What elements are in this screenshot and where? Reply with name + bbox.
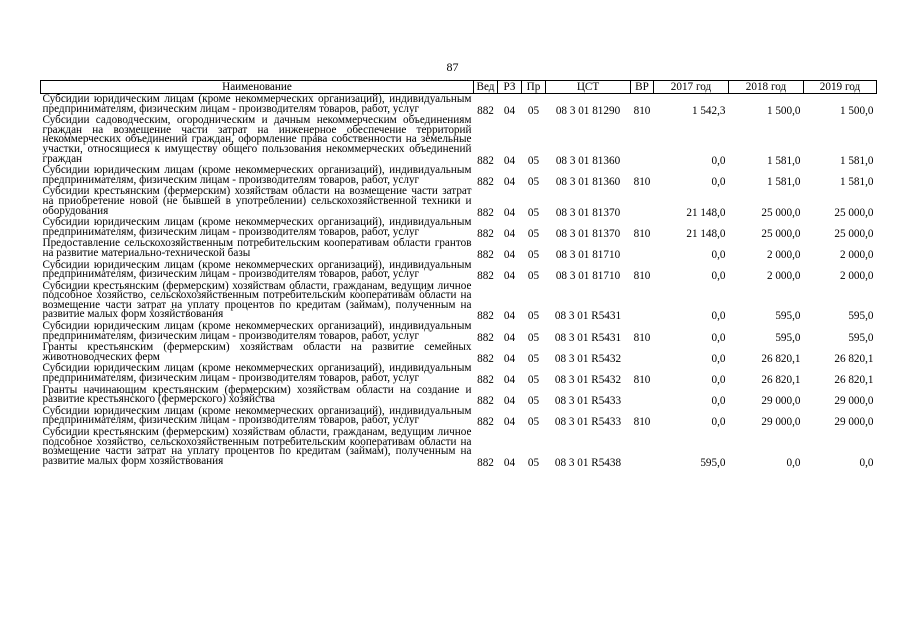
row-ved: 882 xyxy=(477,154,494,167)
row-value-2018: 25 000,0 xyxy=(761,227,801,240)
row-pr: 05 xyxy=(527,154,540,167)
row-value-2018: 2 000,0 xyxy=(766,270,801,283)
row-vr: 810 xyxy=(633,374,651,387)
table-row xyxy=(41,364,877,385)
row-pr: 05 xyxy=(527,248,540,261)
row-cst: 08 3 01 81370 xyxy=(555,206,621,219)
row-cst: 08 3 01 81710 xyxy=(555,270,621,283)
row-rz: 04 xyxy=(503,154,516,167)
row-value-2017: 21 148,0 xyxy=(686,227,726,240)
row-ved: 882 xyxy=(477,206,494,219)
row-cst: 08 3 01 81360 xyxy=(555,175,621,188)
row-value-2018: 2 000,0 xyxy=(766,248,801,261)
table-row xyxy=(41,407,877,428)
row-rz: 04 xyxy=(503,331,516,344)
row-value-2019: 29 000,0 xyxy=(834,416,874,429)
row-ved: 882 xyxy=(477,310,494,323)
row-name: Субсидии крестьянским (фермерским) хозяйствам области, гражданам, ведущим личное подсобное хозяйство, сельскохозяйственным потребительским кооперативам области на возмещение части затрат на уплату процентов по кредитам (займам), полученным на развитие малых форм хозяйствования xyxy=(42,426,472,467)
row-cst: 08 3 01 81290 xyxy=(555,104,621,117)
row-value-2019: 29 000,0 xyxy=(834,395,874,408)
row-vr xyxy=(631,116,654,166)
row-value-2018: 29 000,0 xyxy=(761,395,801,408)
table-row xyxy=(41,261,877,282)
row-value-2017: 0,0 xyxy=(711,331,726,344)
row-name: Субсидии крестьянским (фермерским) хозяйствам области, гражданам, ведущим личное подсобное хозяйство, сельскохозяйственным потребительским кооперативам области на возмещение части затрат на уплату процентов по кредитам (займам), полученным на развитие малых форм хозяйствования xyxy=(42,279,472,321)
row-value-2017: 595,0 xyxy=(700,456,726,469)
row-rz: 04 xyxy=(503,352,516,365)
table-row xyxy=(41,116,877,166)
table-row xyxy=(41,94,877,117)
row-value-2017: 0,0 xyxy=(711,395,726,408)
row-pr: 05 xyxy=(527,175,540,188)
row-pr: 05 xyxy=(527,227,540,240)
row-ved: 882 xyxy=(477,227,494,240)
column-header-cst: ЦСТ xyxy=(546,81,631,94)
column-header-pr: Пр xyxy=(522,81,546,94)
row-value-2018: 26 820,1 xyxy=(761,374,801,387)
row-value-2019: 2 000,0 xyxy=(839,270,874,283)
row-pr: 05 xyxy=(527,395,540,408)
column-header-2018: 2018 год xyxy=(729,81,804,94)
row-value-2017: 0,0 xyxy=(711,248,726,261)
row-value-2017: 0,0 xyxy=(711,416,726,429)
column-header-2017: 2017 год xyxy=(654,81,729,94)
row-name: Гранты начинающим крестьянским (фермерским) хозяйствам области на создание и развитие крестьянского (фермерского) хозяйства xyxy=(42,383,472,406)
row-rz: 04 xyxy=(503,395,516,408)
row-value-2019: 25 000,0 xyxy=(834,227,874,240)
row-rz: 04 xyxy=(503,175,516,188)
table-row xyxy=(41,166,877,187)
row-vr xyxy=(631,343,654,364)
row-value-2018: 595,0 xyxy=(775,310,801,323)
table-body xyxy=(41,94,877,469)
row-name: Субсидии садоводческим, огородническим и дачным некоммерческим объединениям граждан на возмещение части затрат на инженерное обеспечение территорий некоммерческих объединений граждан, оформление права собственности на земельные участки, относящиеся к имуществу общего пользования некоммерческих объединений граждан xyxy=(42,114,472,165)
row-vr xyxy=(631,428,654,468)
row-pr: 05 xyxy=(527,416,540,429)
row-rz: 04 xyxy=(503,206,516,219)
column-header-name: Наименование xyxy=(41,81,474,94)
table-row xyxy=(41,218,877,239)
row-vr xyxy=(631,187,654,218)
row-name: Субсидии юридическим лицам (кроме некоммерческих организаций), индивидуальным предпринимателям, физическим лицам - производителям товаров, работ, услуг xyxy=(42,258,472,281)
row-name: Субсидии юридическим лицам (кроме некоммерческих организаций), индивидуальным предпринимателям, физическим лицам - производителям товаров, работ, услуг xyxy=(42,216,472,238)
row-rz: 04 xyxy=(503,104,516,117)
row-ved: 882 xyxy=(477,331,494,344)
table-header xyxy=(41,81,877,94)
row-cst: 08 3 01 81370 xyxy=(555,227,621,240)
row-pr: 05 xyxy=(527,352,540,365)
row-pr: 05 xyxy=(527,270,540,283)
row-cst: 08 3 01 R5433 xyxy=(554,395,622,408)
row-pr: 05 xyxy=(527,104,540,117)
table-row xyxy=(41,239,877,260)
row-name: Субсидии юридическим лицам (кроме некоммерческих организаций), индивидуальным предпринимателям, физическим лицам - производителям товаров, работ, услуг xyxy=(42,320,472,342)
row-rz: 04 xyxy=(503,310,516,323)
row-value-2018: 25 000,0 xyxy=(761,206,801,219)
row-cst: 08 3 01 R5438 xyxy=(554,456,622,469)
row-cst: 08 3 01 R5432 xyxy=(554,374,622,387)
row-vr: 810 xyxy=(633,175,651,188)
row-value-2017: 1 542,3 xyxy=(691,104,726,117)
row-cst: 08 3 01 81360 xyxy=(555,154,621,167)
row-value-2019: 1 581,0 xyxy=(839,154,874,167)
row-value-2018: 595,0 xyxy=(775,331,801,344)
row-pr: 05 xyxy=(527,310,540,323)
row-value-2018: 1 581,0 xyxy=(766,175,801,188)
row-cst: 08 3 01 R5431 xyxy=(554,310,622,323)
row-value-2019: 26 820,1 xyxy=(834,374,874,387)
table-row xyxy=(41,187,877,218)
row-value-2018: 0,0 xyxy=(786,456,801,469)
page-number: 87 xyxy=(446,60,459,74)
table-row xyxy=(41,282,877,322)
row-value-2017: 0,0 xyxy=(711,352,726,365)
row-cst: 08 3 01 R5433 xyxy=(554,416,622,429)
row-value-2017: 0,0 xyxy=(711,175,726,188)
row-rz: 04 xyxy=(503,456,516,469)
row-rz: 04 xyxy=(503,374,516,387)
row-vr xyxy=(631,239,654,260)
column-header-ved: Вед xyxy=(474,81,498,94)
row-value-2017: 21 148,0 xyxy=(686,206,726,219)
row-value-2019: 595,0 xyxy=(848,331,874,344)
row-vr: 810 xyxy=(633,227,651,240)
row-value-2019: 0,0 xyxy=(859,456,874,469)
row-vr: 810 xyxy=(633,104,651,117)
row-pr: 05 xyxy=(527,206,540,219)
row-value-2019: 25 000,0 xyxy=(834,206,874,219)
row-value-2018: 1 581,0 xyxy=(766,154,801,167)
column-header-2019: 2019 год xyxy=(804,81,877,94)
row-ved: 882 xyxy=(477,352,494,365)
row-vr: 810 xyxy=(633,270,651,283)
column-header-rz: РЗ xyxy=(498,81,522,94)
row-value-2017: 0,0 xyxy=(711,154,726,167)
row-cst: 08 3 01 R5432 xyxy=(554,352,622,365)
row-ved: 882 xyxy=(477,395,494,408)
row-rz: 04 xyxy=(503,227,516,240)
table-row xyxy=(41,343,877,364)
row-value-2018: 1 500,0 xyxy=(766,104,801,117)
row-name: Субсидии крестьянским (фермерским) хозяйствам области на возмещение части затрат на приобретение новой (не бывшей в употреблении) сельскохозяйственной техники и оборудования xyxy=(42,185,472,217)
row-ved: 882 xyxy=(477,374,494,387)
row-pr: 05 xyxy=(527,374,540,387)
row-value-2017: 0,0 xyxy=(711,270,726,283)
row-name: Гранты крестьянским (фермерским) хозяйствам области на развитие семейных животноводческих ферм xyxy=(42,341,472,363)
row-ved: 882 xyxy=(477,270,494,283)
row-cst: 08 3 01 R5431 xyxy=(554,331,622,344)
table-row xyxy=(41,428,877,468)
row-pr: 05 xyxy=(527,331,540,344)
row-name: Предоставление сельскохозяйственным потребительским кооперативам области грантов на развитие материально-технической базы xyxy=(42,237,472,259)
row-value-2017: 0,0 xyxy=(711,310,726,323)
row-value-2019: 2 000,0 xyxy=(839,248,874,261)
row-vr xyxy=(631,282,654,322)
row-name: Субсидии юридическим лицам (кроме некоммерческих организаций), индивидуальным предпринимателям, физическим лицам - производителям товаров, работ, услуг xyxy=(42,164,472,186)
row-value-2019: 1 500,0 xyxy=(839,104,874,117)
budget-table xyxy=(40,80,877,468)
row-name: Субсидии юридическим лицам (кроме некоммерческих организаций), индивидуальным предпринимателям, физическим лицам - производителям товаров, работ, услуг xyxy=(42,93,472,115)
row-vr: 810 xyxy=(633,416,651,429)
row-cst: 08 3 01 81710 xyxy=(555,248,621,261)
row-value-2018: 29 000,0 xyxy=(761,416,801,429)
row-pr: 05 xyxy=(527,456,540,469)
table-row xyxy=(41,386,877,407)
row-value-2019: 1 581,0 xyxy=(839,175,874,188)
table-row xyxy=(41,322,877,343)
row-ved: 882 xyxy=(477,248,494,261)
row-ved: 882 xyxy=(477,104,494,117)
row-name: Субсидии юридическим лицам (кроме некоммерческих организаций), индивидуальным предпринимателям, физическим лицам - производителям товаров, работ, услуг xyxy=(42,362,472,385)
row-ved: 882 xyxy=(477,416,494,429)
row-rz: 04 xyxy=(503,248,516,261)
row-rz: 04 xyxy=(503,270,516,283)
column-header-vr: ВР xyxy=(631,81,654,94)
row-vr: 810 xyxy=(633,331,651,344)
row-value-2019: 595,0 xyxy=(848,310,874,323)
row-ved: 882 xyxy=(477,456,494,469)
row-value-2018: 26 820,1 xyxy=(761,352,801,365)
row-rz: 04 xyxy=(503,416,516,429)
row-vr xyxy=(631,386,654,407)
row-name: Субсидии юридическим лицам (кроме некоммерческих организаций), индивидуальным предпринимателям, физическим лицам - производителям товаров, работ, услуг xyxy=(42,404,472,427)
row-value-2019: 26 820,1 xyxy=(834,352,874,365)
row-ved: 882 xyxy=(477,175,494,188)
row-value-2017: 0,0 xyxy=(711,374,726,387)
